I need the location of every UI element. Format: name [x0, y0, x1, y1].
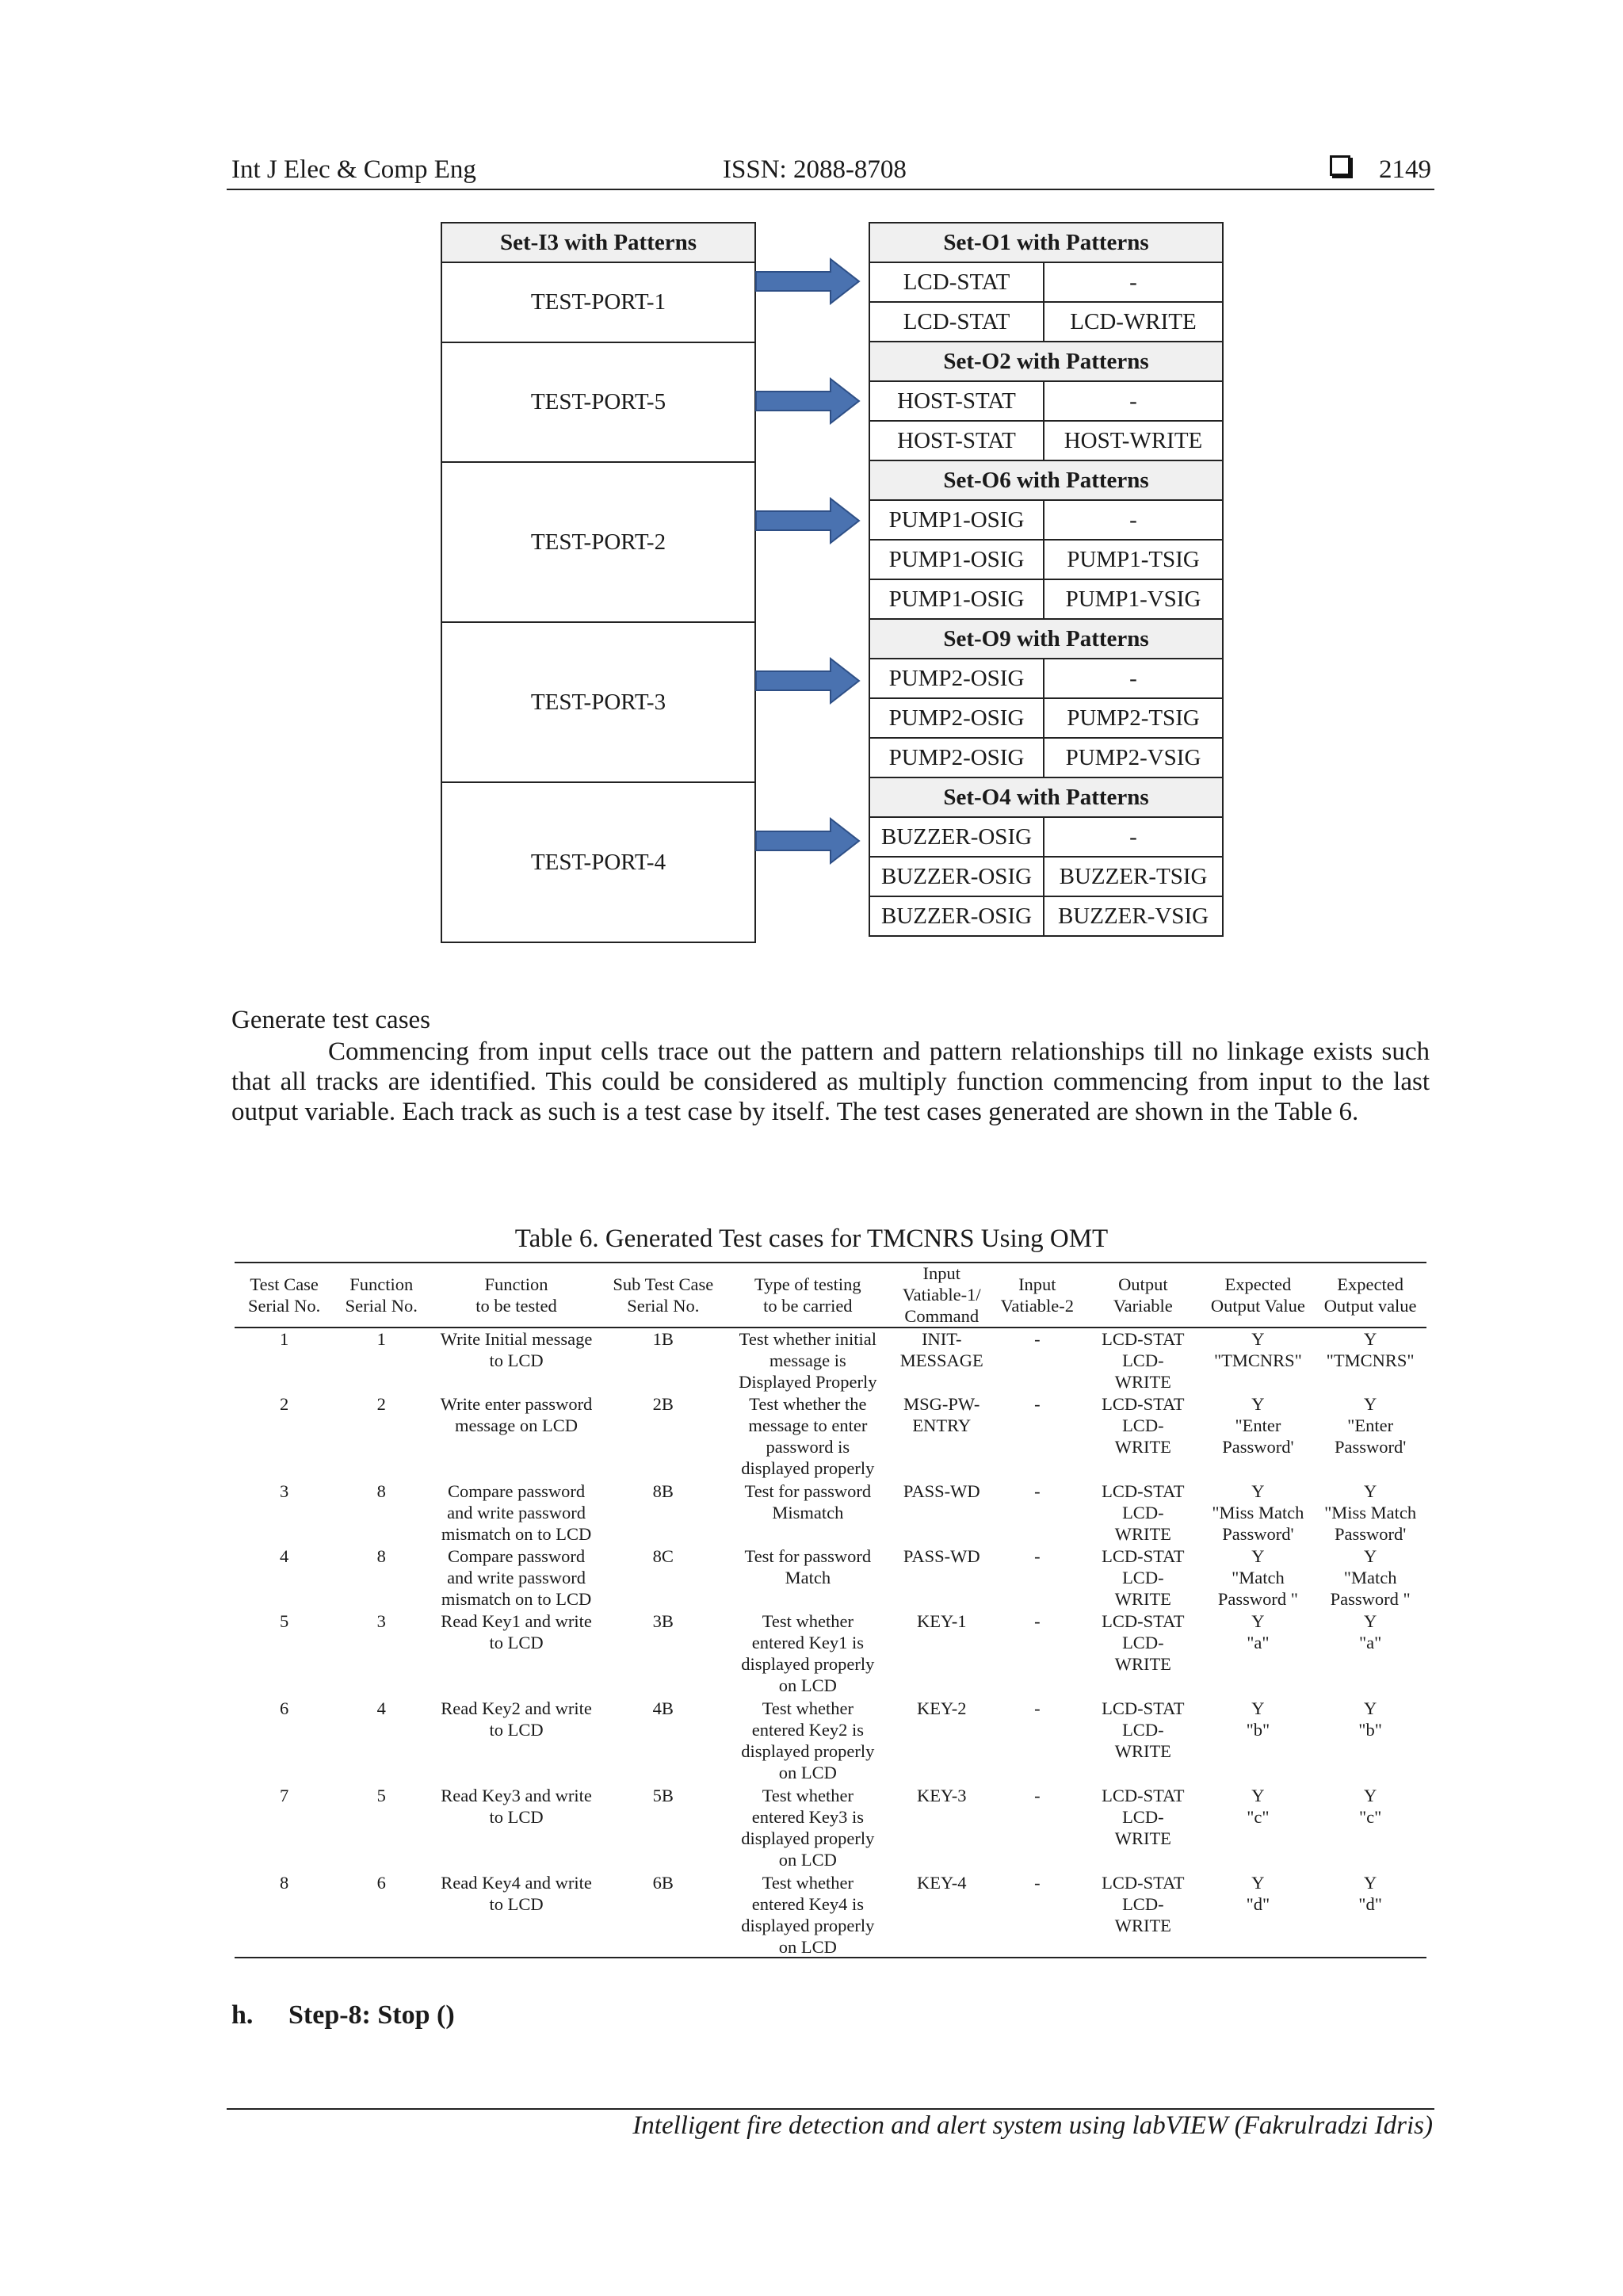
table-cell: Compare password and write password mismatch on to LCD: [441, 1546, 592, 1609]
table-row: [235, 1328, 1426, 1393]
table-row: [235, 1872, 1426, 1959]
table-cell: 3: [280, 1481, 289, 1501]
column-header: Type of testing to be carried: [754, 1274, 861, 1316]
page-number: 2149: [1379, 155, 1431, 184]
column-header: Function Serial No.: [345, 1274, 418, 1316]
input-port: TEST-PORT-3: [441, 622, 755, 782]
table-cell: 5B: [652, 1786, 674, 1805]
column-header: Input Vatiable-2: [1000, 1274, 1075, 1316]
pattern-signal: PUMP1-OSIG: [869, 540, 1044, 579]
table-cell: 8B: [652, 1481, 674, 1501]
table-cell: Test whether entered Key4 is displayed properly on LCD: [741, 1873, 875, 1957]
pattern-partner: BUZZER-VSIG: [1044, 896, 1223, 936]
column-header: Function to be tested: [475, 1274, 557, 1316]
running-footer: Intelligent fire detection and alert system using labVIEW (Fakrulradzi Idris): [632, 2111, 1433, 2140]
table-cell: Y "c": [1247, 1786, 1270, 1827]
pattern-partner: -: [1044, 500, 1223, 540]
table-cell: Y "TMCNRS": [1326, 1329, 1415, 1370]
table-cell: Y "Match Password ": [1330, 1546, 1411, 1609]
pattern-row: [869, 896, 1223, 936]
table-cell: Read Key4 and write to LCD: [441, 1873, 592, 1914]
pattern-partner: PUMP2-VSIG: [1044, 738, 1223, 777]
pattern-signal: BUZZER-OSIG: [869, 857, 1044, 896]
pattern-mapping-figure: [0, 0, 1623, 951]
table-cell: KEY-2: [917, 1698, 967, 1718]
table-cell: Compare password and write password mismatch on to LCD: [441, 1481, 592, 1544]
column-header: Output Variable: [1113, 1274, 1173, 1316]
table-cell: 1B: [652, 1329, 674, 1349]
table-row: [235, 1785, 1426, 1872]
table-cell: -: [1034, 1394, 1041, 1414]
table-cell: Test whether entered Key3 is displayed properly on LCD: [741, 1786, 875, 1870]
column-header: Input Vatiable-1/ Command: [902, 1263, 981, 1326]
table-cell: Y "a": [1358, 1611, 1382, 1652]
footer-rule: [227, 2108, 1434, 2110]
table-cell: 6: [280, 1698, 289, 1718]
arrow-icon: [754, 258, 861, 305]
table-cell: LCD-STAT LCD- WRITE: [1102, 1873, 1185, 1935]
table-cell: KEY-3: [917, 1786, 967, 1805]
table-cell: Read Key3 and write to LCD: [441, 1786, 592, 1827]
table-cell: -: [1034, 1786, 1041, 1805]
output-set-title: Set-O1 with Patterns: [869, 223, 1223, 262]
pattern-signal: HOST-STAT: [869, 381, 1044, 421]
step-heading: [231, 2000, 455, 2030]
table-cell: -: [1034, 1611, 1041, 1631]
table-cell: 8: [376, 1546, 386, 1566]
table-cell: KEY-1: [917, 1611, 967, 1631]
output-set-title: Set-O9 with Patterns: [869, 619, 1223, 659]
output-set-title: Set-O4 with Patterns: [869, 777, 1223, 817]
pattern-partner: HOST-WRITE: [1044, 421, 1223, 460]
column-header: Expected Output Value: [1210, 1274, 1305, 1316]
table-cell: -: [1034, 1546, 1041, 1566]
pattern-row: [869, 738, 1223, 777]
table-cell: 2: [376, 1394, 386, 1414]
table-cell: INIT- MESSAGE: [899, 1329, 983, 1370]
table-row: [235, 1610, 1426, 1698]
pattern-row: [869, 381, 1223, 421]
table-cell: 3B: [652, 1611, 674, 1631]
arrow-icon: [754, 377, 861, 425]
column-header: Expected Output value: [1323, 1274, 1417, 1316]
table-cell: Y "b": [1246, 1698, 1270, 1740]
table-cell: 8C: [652, 1546, 674, 1566]
output-sets-table: [869, 222, 1224, 937]
input-set-table: [441, 222, 756, 943]
input-port: TEST-PORT-4: [441, 782, 755, 942]
table-cell: LCD-STAT LCD- WRITE: [1102, 1329, 1185, 1392]
pattern-partner: LCD-WRITE: [1044, 302, 1223, 342]
table-cell: 4B: [652, 1698, 674, 1718]
table-cell: Write Initial message to LCD: [440, 1329, 593, 1370]
table-cell: -: [1034, 1329, 1041, 1349]
pattern-partner: -: [1044, 381, 1223, 421]
table-cell: 8: [376, 1481, 386, 1501]
table-cell: Y "d": [1358, 1873, 1382, 1914]
pattern-row: [869, 698, 1223, 738]
pattern-row: [869, 302, 1223, 342]
column-header: Test Case Serial No.: [248, 1274, 321, 1316]
arrow-icon: [754, 817, 861, 865]
pattern-partner: -: [1044, 262, 1223, 302]
step-number: h.: [231, 2000, 254, 2030]
output-sets-body: [869, 223, 1223, 936]
table-cell: Y "TMCNRS": [1213, 1329, 1302, 1370]
table-cell: LCD-STAT LCD- WRITE: [1102, 1546, 1185, 1609]
table-cell: Y "b": [1358, 1698, 1382, 1740]
pattern-row: [869, 579, 1223, 619]
pattern-row: [869, 659, 1223, 698]
pattern-partner: -: [1044, 659, 1223, 698]
test-case-table-header: [235, 1263, 1426, 1327]
pattern-signal: PUMP2-OSIG: [869, 698, 1044, 738]
table-cell: Y "Enter Password': [1334, 1394, 1407, 1457]
pattern-row: [869, 262, 1223, 302]
table-cell: Test whether the message to enter password is displayed properly: [741, 1394, 875, 1478]
pattern-signal: HOST-STAT: [869, 421, 1044, 460]
pattern-signal: LCD-STAT: [869, 262, 1044, 302]
pattern-row: [869, 857, 1223, 896]
pattern-partner: PUMP1-TSIG: [1044, 540, 1223, 579]
issn: ISSN: 2088-8708: [723, 155, 907, 184]
table-row: [235, 1393, 1426, 1480]
table-cell: Y "a": [1247, 1611, 1270, 1652]
step-label: Step-8: Stop (): [288, 2000, 455, 2030]
column-header: Sub Test Case Serial No.: [613, 1274, 714, 1316]
pattern-signal: LCD-STAT: [869, 302, 1044, 342]
test-case-rows: [235, 1328, 1426, 1959]
arrow-icon: [754, 497, 861, 544]
table-cell: 4: [280, 1546, 289, 1566]
table-cell: 1: [376, 1329, 386, 1349]
table-cell: Test for password Match: [744, 1546, 872, 1587]
table-cell: Write enter password message on LCD: [440, 1394, 593, 1435]
table-cell: -: [1034, 1698, 1041, 1718]
table-cell: LCD-STAT LCD- WRITE: [1102, 1698, 1185, 1761]
section-subheading: Generate test cases: [231, 1006, 431, 1034]
input-port: TEST-PORT-5: [441, 342, 755, 462]
table-cell: 4: [376, 1698, 386, 1718]
pattern-row: [869, 421, 1223, 460]
table-cell: Y "Enter Password': [1222, 1394, 1294, 1457]
table-cell: Read Key2 and write to LCD: [441, 1698, 592, 1740]
table-cell: 8: [280, 1873, 289, 1893]
table-cell: 3: [376, 1611, 386, 1631]
pattern-partner: BUZZER-TSIG: [1044, 857, 1223, 896]
table-cell: Test for password Mismatch: [744, 1481, 872, 1522]
table-cell: -: [1034, 1481, 1041, 1501]
table-cell: LCD-STAT LCD- WRITE: [1102, 1786, 1185, 1848]
table-row: [235, 1698, 1426, 1785]
pattern-row: [869, 540, 1223, 579]
input-port: TEST-PORT-2: [441, 462, 755, 622]
table-cell: 6B: [652, 1873, 674, 1893]
pattern-partner: PUMP2-TSIG: [1044, 698, 1223, 738]
table-cell: LCD-STAT LCD- WRITE: [1102, 1611, 1185, 1674]
table-cell: MSG-PW- ENTRY: [903, 1394, 980, 1435]
pattern-partner: -: [1044, 817, 1223, 857]
table-cell: LCD-STAT LCD- WRITE: [1102, 1481, 1185, 1544]
pattern-signal: PUMP1-OSIG: [869, 500, 1044, 540]
table-cell: 5: [280, 1611, 289, 1631]
table-cell: 2: [280, 1394, 289, 1414]
table-cell: Y "c": [1358, 1786, 1382, 1827]
table-cell: Test whether entered Key1 is displayed properly on LCD: [741, 1611, 875, 1695]
table-cell: Read Key1 and write to LCD: [441, 1611, 592, 1652]
pattern-signal: PUMP2-OSIG: [869, 738, 1044, 777]
table-row: [235, 1480, 1426, 1545]
table-cell: 5: [376, 1786, 386, 1805]
pattern-signal: BUZZER-OSIG: [869, 817, 1044, 857]
table-cell: Y "Miss Match Password': [1324, 1481, 1417, 1544]
body-paragraph: Commencing from input cells trace out the pattern and pattern relationships till no linkage exists such that all tracks are identified. This could be considered as multiply function commencing from input to the last output variable. Each track as such is a test case by itself. The test cases generated are shown in the Table 6.: [231, 1037, 1430, 1126]
table-cell: PASS-WD: [903, 1546, 980, 1566]
table-caption: Table 6. Generated Test cases for TMCNRS Using OMT: [514, 1224, 1109, 1253]
pattern-row: [869, 817, 1223, 857]
table-cell: 2B: [652, 1394, 674, 1414]
table-cell: LCD-STAT LCD- WRITE: [1102, 1394, 1185, 1457]
table-cell: Y "Miss Match Password': [1212, 1481, 1304, 1544]
table-cell: Test whether initial message is Displayed Properly: [739, 1329, 877, 1392]
table-cell: Y "d": [1246, 1873, 1270, 1914]
pattern-signal: BUZZER-OSIG: [869, 896, 1044, 936]
table-cell: 6: [376, 1873, 386, 1893]
output-set-title: Set-O6 with Patterns: [869, 460, 1223, 500]
input-set-title: Set-I3 with Patterns: [441, 223, 755, 262]
table-cell: 1: [280, 1329, 289, 1349]
table-bottom-rule: [235, 1957, 1426, 1958]
pattern-signal: PUMP1-OSIG: [869, 579, 1044, 619]
input-port: TEST-PORT-1: [441, 262, 755, 342]
pattern-row: [869, 500, 1223, 540]
output-set-title: Set-O2 with Patterns: [869, 342, 1223, 381]
test-case-table: [235, 1328, 1426, 1959]
journal-name: Int J Elec & Comp Eng: [231, 155, 476, 184]
pattern-signal: PUMP2-OSIG: [869, 659, 1044, 698]
arrow-icon: [754, 657, 861, 705]
table-cell: PASS-WD: [903, 1481, 980, 1501]
pattern-partner: PUMP1-VSIG: [1044, 579, 1223, 619]
table-cell: 7: [280, 1786, 289, 1805]
table-cell: Test whether entered Key2 is displayed properly on LCD: [741, 1698, 875, 1782]
table-cell: Y "Match Password ": [1217, 1546, 1298, 1609]
table-cell: -: [1034, 1873, 1041, 1893]
table-cell: KEY-4: [917, 1873, 967, 1893]
table-row: [235, 1545, 1426, 1610]
header-row: [235, 1263, 1426, 1327]
